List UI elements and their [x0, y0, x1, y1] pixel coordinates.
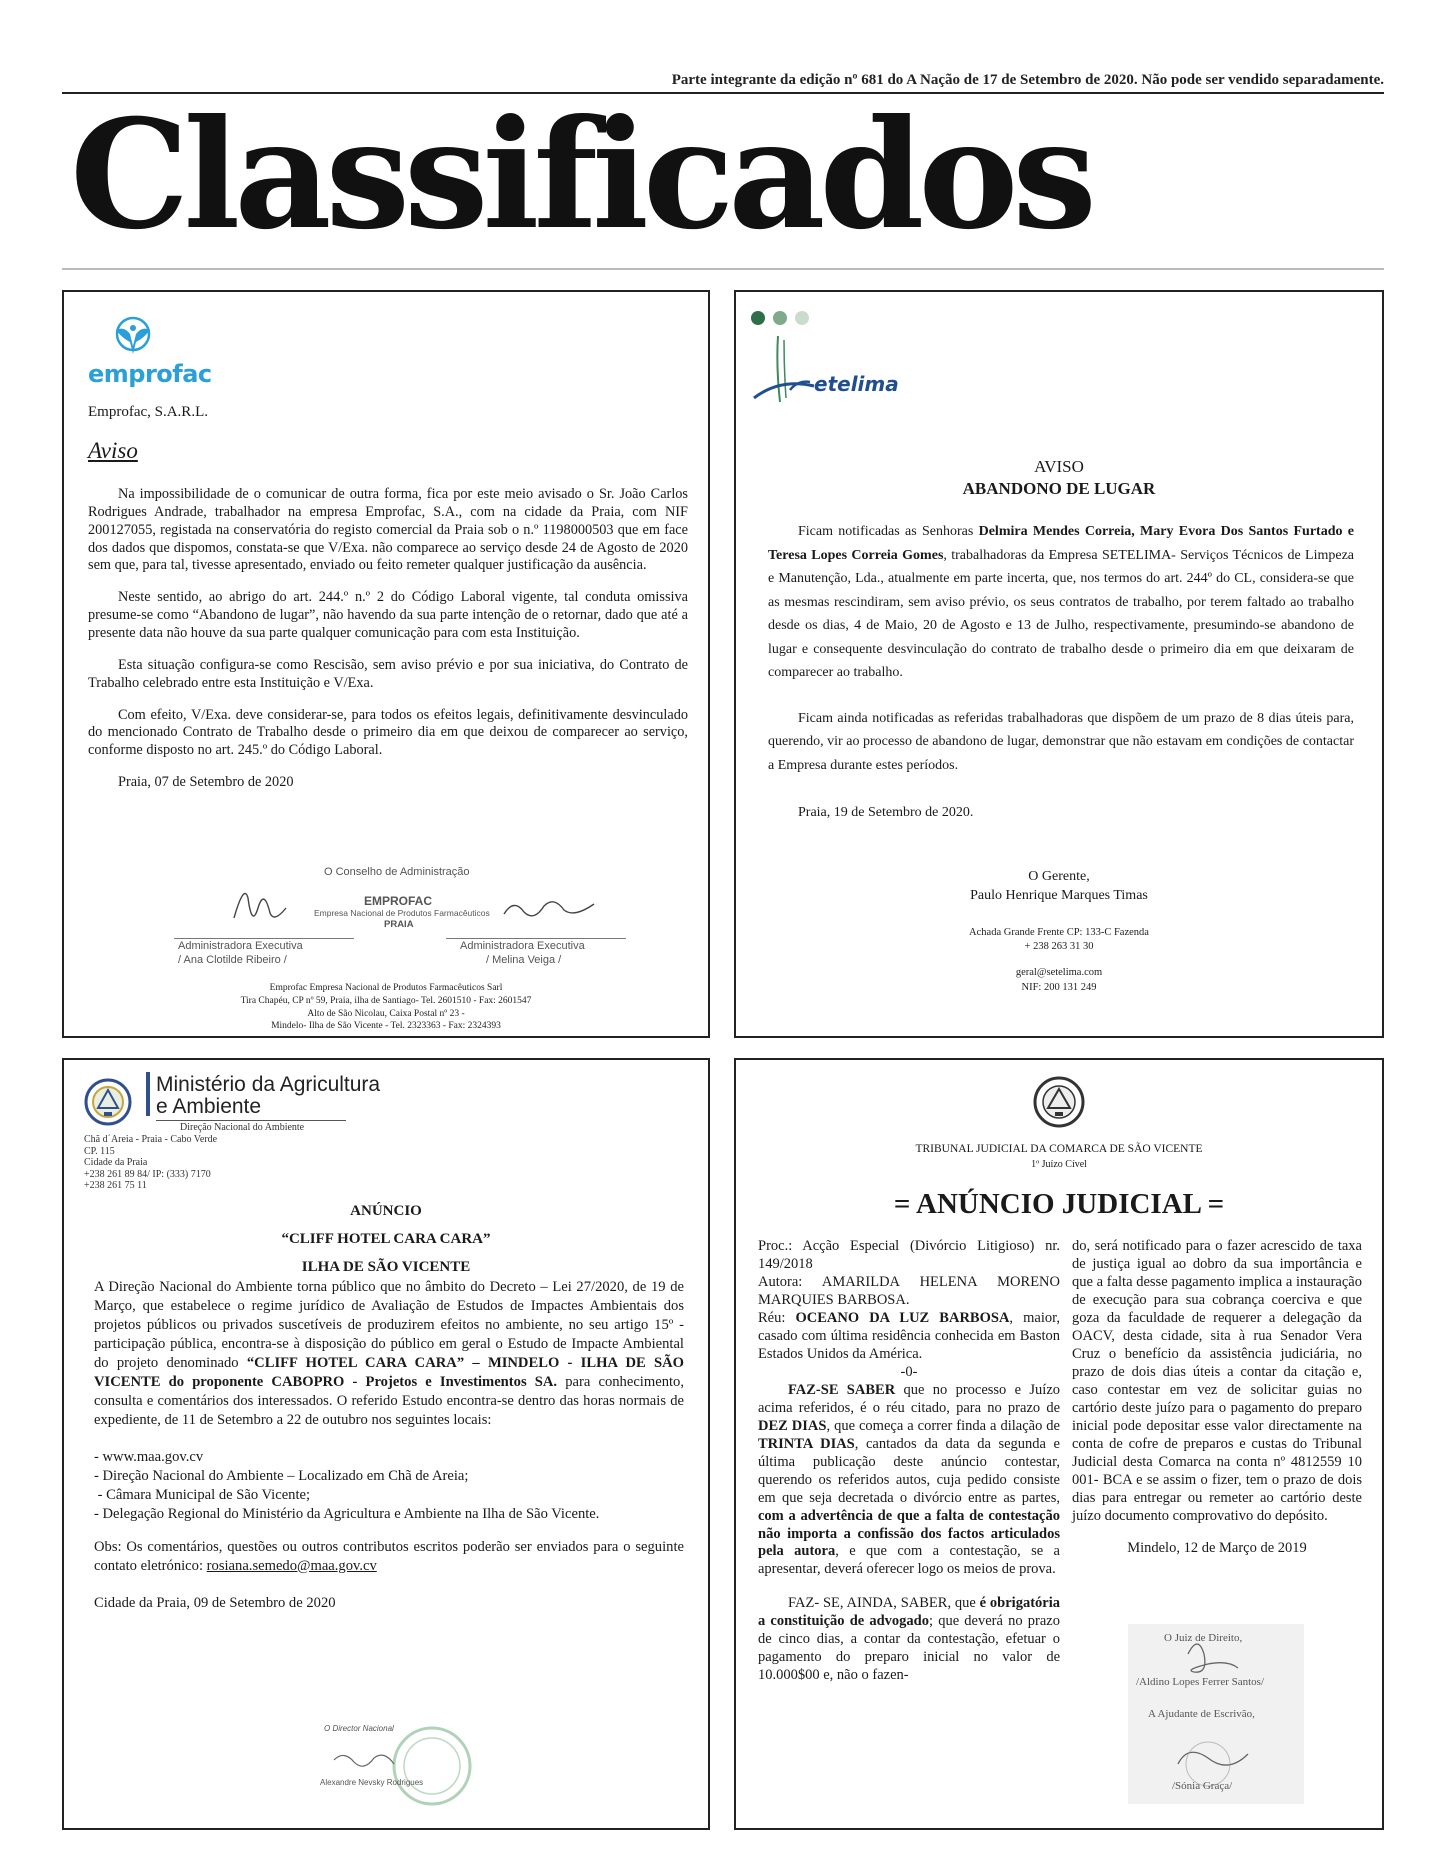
- tribunal-column-2: [1072, 1238, 1362, 1557]
- emprofac-stamp-name: EMPROFAC: [364, 894, 433, 908]
- tribunal-title: = ANÚNCIO JUDICIAL =: [893, 1188, 1225, 1220]
- maa-contact-1: Chã d´Areia - Praia - Cabo Verde: [84, 1134, 218, 1145]
- emprofac-body: [88, 486, 688, 806]
- tribunal-proc: Proc.: Acção Especial (Divórcio Litigioso) nr. 149/2018: [758, 1238, 1060, 1272]
- maa-contact-3: Cidade da Praia: [84, 1157, 148, 1168]
- tribunal-court-name: TRIBUNAL JUDICIAL DA COMARCA DE SÃO VICENTE: [915, 1143, 1203, 1155]
- maa-sig-name: Alexandre Nevsky Rodrigues: [320, 1778, 424, 1787]
- tribunal-sig-1: O Juiz de Direito,: [1164, 1632, 1243, 1644]
- tribunal-c1-e2: ; que deverá no prazo de cinco dias, a contar da contestação, efetuar o pagamento do preparo inicial no valor de 10.000$00 e, não o fazen-: [758, 1613, 1060, 1684]
- emprofac-left-name: / Ana Clotilde Ribeiro /: [178, 954, 287, 966]
- tribunal-c1-e-bold: é obrigatória a constituição de advogado: [758, 1595, 1060, 1630]
- maa-notice: [62, 1058, 710, 1830]
- maa-locations: [94, 1448, 684, 1524]
- emprofac-sig-line-left: [174, 938, 354, 939]
- maa-stamp-icon: [304, 1720, 484, 1810]
- tribunal-column-1: [758, 1238, 1060, 1685]
- setelima-logo-text: etelima: [814, 372, 899, 396]
- tribunal-reu-name: OCEANO DA LUZ BARBOSA: [795, 1309, 1010, 1326]
- maa-ministry: [156, 1074, 380, 1118]
- emprofac-left-role: Administradora Executiva: [178, 940, 303, 952]
- tribunal-faz-se-ainda: [758, 1595, 1060, 1685]
- setelima-email: geral@setelima.com: [1015, 967, 1103, 979]
- emprofac-heading: Aviso: [88, 438, 138, 463]
- emprofac-paragraph-2: Neste sentido, ao abrigo do art. 244.º n.º 2 do Código Laboral vigente, tal conduta omissiva presume-se como “Abandono de lugar”, não havendo da sua parte intenção de o retornar, dado que até a presente data não houve da sua parte qualquer comunicação para com esta Instituição.: [88, 589, 688, 642]
- emprofac-signature-block: [174, 866, 634, 970]
- setelima-signer: [736, 868, 1382, 906]
- tribunal-c1-a: que no processo e Juízo acima referidos, é o réu citado, para no prazo de: [758, 1381, 1061, 1416]
- masthead-title: Classificados: [70, 87, 1091, 263]
- emprofac-footer: [64, 982, 708, 1033]
- setelima-signer-role: O Gerente,: [1028, 869, 1090, 884]
- tribunal-c1-d-bold: com a advertência de que a falta de contestação não importa a confissão dos factos articulados pela autora: [758, 1507, 1060, 1560]
- emprofac-footer-line-2: Tira Chapéu, CP nº 59, Praia, ilha de Santiago- Tel. 2601510 - Fax: 2601547: [240, 995, 532, 1006]
- emprofac-paragraph-1: Na impossibilidade de o comunicar de outra forma, fica por este meio avisado o Sr. João Carlos Rodrigues Andrade, trabalhador na empresa Emprofac, S.A., com na cidade da Praia, com NIF 200127055, registada na conservatória do registo comercial da Praia sob o n.º 1198000503 que em face dos dados que dispomos, constata-se que V/Exa. não comparece ao serviço desde 24 de Agosto de 2020 sem que, para tal, tivesse apresentado, enviado ou feito remeter qualquer justificação da ausência.: [88, 486, 688, 574]
- setelima-paragraph-1: [768, 520, 1354, 685]
- emprofac-footer-line-1: Emprofac Empresa Nacional de Produtos Farmacêuticos Sarl: [269, 983, 503, 993]
- maa-bar: [146, 1072, 150, 1116]
- tribunal-signature-block: [1128, 1624, 1304, 1804]
- tribunal-c1-c-bold: TRINTA DIAS: [758, 1435, 855, 1452]
- tribunal-separator: -0-: [900, 1363, 918, 1380]
- setelima-body: [768, 520, 1354, 839]
- setelima-title: [736, 456, 1382, 500]
- cabo-verde-coat-of-arms-icon: [80, 1076, 136, 1128]
- emprofac-logo-text: emprofac: [88, 360, 212, 388]
- maa-obs: [94, 1538, 684, 1576]
- maa-signature-block: [304, 1720, 484, 1810]
- tribunal-reu: [758, 1310, 1060, 1364]
- tribunal-c1-d: , e que com a contestação, se a apresentar, deverá oferecer logo os meios de prova.: [758, 1543, 1060, 1578]
- setelima-signer-name: Paulo Henrique Marques Timas: [970, 887, 1148, 903]
- tribunal-faz-se-saber: [758, 1382, 1060, 1580]
- maa-location-2: - Direção Nacional do Ambiente – Localizado em Chã de Areia;: [94, 1467, 469, 1484]
- cabo-verde-coat-of-arms-icon: [1028, 1074, 1090, 1130]
- setelima-address: [736, 926, 1382, 995]
- emprofac-paragraph-4: Com efeito, V/Exa. deve considerar-se, para todos os efeitos legais, definitivamente desvinculado do mencionado Contrato de Trabalho desde o primeiro dia em que deixou de comparecer ao serviço, conforme disposto no art. 245.º do Código Laboral.: [88, 706, 688, 759]
- emprofac-council: O Conselho de Administração: [324, 866, 470, 878]
- emprofac-stamp-city: PRAIA: [384, 919, 414, 930]
- emprofac-date: Praia, 07 de Setembro de 2020: [118, 774, 294, 791]
- setelima-p1-lead: Ficam notificadas as Senhoras: [798, 524, 979, 539]
- emprofac-right-role: Administradora Executiva: [460, 940, 585, 952]
- tribunal-reu-rest: , maior, casado com última residência conhecida em Baston Estados Unidos da América.: [758, 1309, 1060, 1362]
- maa-title-2: “CLIFF HOTEL CARA CARA”: [281, 1230, 491, 1247]
- maa-contact-2: CP. 115: [84, 1145, 115, 1157]
- setelima-address-2: + 238 263 31 30: [1024, 941, 1094, 953]
- maa-ministry-1: Ministério da Agricultura: [156, 1073, 381, 1096]
- maa-obs-text: Obs: Os comentários, questões ou outros contributos escritos poderão ser enviados para o seguinte contato eletrónico:: [94, 1538, 684, 1574]
- emprofac-paragraph-3: Esta situação configura-se como Rescisão, sem aviso prévio e por sua iniciativa, do Contrato de Trabalho celebrado entre esta Instituição e V/Exa.: [88, 656, 688, 691]
- tribunal-court: [736, 1142, 1382, 1171]
- setelima-nif: NIF: 200 131 249: [1021, 981, 1097, 993]
- maa-direction: Direção Nacional do Ambiente: [180, 1122, 305, 1133]
- maa-location-1: - www.maa.gov.cv: [94, 1448, 204, 1465]
- maa-date: Cidade da Praia, 09 de Setembro de 2020: [94, 1594, 336, 1611]
- tribunal-juizo: 1º Juízo Cível: [1031, 1158, 1087, 1170]
- maa-title-1: ANÚNCIO: [350, 1203, 422, 1219]
- maa-contact: [84, 1134, 217, 1192]
- maa-contact-4: +238 261 89 84/ IP: (333) 7170: [84, 1168, 211, 1180]
- setelima-p1-rest: , trabalhadoras da Empresa SETELIMA- Serviços Técnicos de Limpeza e Manutenção, Lda., atualmente em parte incerta, que, nos termos do art. 244º do CL, considera-se que as mesmas rescindiram, sem aviso prévio, os seus contratos de trabalho, por terem faltado ao trabalho desde os dias, 4 de Maio, 20 de Agosto e 13 de Julho, respectivamente, presumindo-se abandono de lugar e consequente desvinculação do contrato de trabalho desde o primeiro dia em que deixaram de comparecer ao trabalho.: [768, 547, 1355, 681]
- tribunal-sig-4: /Sónia Graça/: [1172, 1780, 1233, 1792]
- maa-ministry-2: e Ambiente: [156, 1095, 262, 1119]
- maa-sig-role: O Director Nacional: [324, 1724, 394, 1733]
- maa-paragraph: [94, 1278, 684, 1430]
- maa-body-project: “CLIFF HOTEL CARA CARA” – MINDELO - ILHA DE SÃO VICENTE do proponente CABOPRO - Projetos e Investimentos SA.: [94, 1354, 684, 1390]
- emprofac-stamp-sub: Empresa Nacional de Produtos Farmacêuticos: [314, 908, 490, 918]
- emprofac-right-name: / Melina Veiga /: [486, 954, 562, 966]
- emprofac-bird-icon: [110, 316, 156, 358]
- tribunal-c1-c: , cantados da data da segunda e última publicação deste anúncio contestar, querendo os referidos autos, cuja pedido consiste em que seja decretada o divórcio entre as partes,: [758, 1435, 1060, 1506]
- maa-title: [64, 1198, 708, 1281]
- tribunal-c1-a-bold: FAZ-SE SABER: [788, 1381, 896, 1398]
- tribunal-date: Mindelo, 12 de Março de 2019: [1127, 1539, 1307, 1556]
- maa-body: [94, 1278, 684, 1613]
- emprofac-sig-line-right: [446, 938, 626, 939]
- tribunal-c1-b: , que começa a correr finda a dilação de: [826, 1417, 1060, 1434]
- edition-note: Parte integrante da edição nº 681 do A Nação de 17 de Setembro de 2020. Não pode ser vendido separadamente.: [671, 72, 1384, 88]
- setelima-paragraph-2: Ficam ainda notificadas as referidas trabalhadoras que dispõem de um prazo de 8 dias úteis para, querendo, vir ao processo de abandono de lugar, demonstrar que não estavam em condições de contactar a Empresa durante estes períodos.: [768, 710, 1354, 773]
- tribunal-c1-b-bold: DEZ DIAS: [758, 1417, 827, 1434]
- maa-contact-5: +238 261 75 11: [84, 1180, 147, 1191]
- maa-location-3: - Câmara Municipal de São Vicente;: [94, 1486, 311, 1503]
- tribunal-sig-3: A Ajudante de Escrivão,: [1148, 1708, 1255, 1720]
- emprofac-notice: [62, 290, 710, 1038]
- tribunal-sig-2: /Aldino Lopes Ferrer Santos/: [1136, 1676, 1265, 1688]
- maa-location-4: - Delegação Regional do Ministério da Agricultura e Ambiente na Ilha de São Vicente.: [94, 1505, 600, 1522]
- tribunal-reu-label: Réu:: [758, 1309, 796, 1326]
- tribunal-c1-e: FAZ- SE, AINDA, SABER, que: [788, 1595, 980, 1612]
- maa-ministry-rule: [156, 1120, 346, 1121]
- setelima-title-1: AVISO: [1034, 457, 1084, 476]
- tribunal-notice: [734, 1058, 1384, 1830]
- setelima-notice: [734, 290, 1384, 1038]
- emprofac-footer-line-4: Mindelo- Ilha de São Vicente - Tel. 2323363 - Fax: 2324393: [271, 1021, 501, 1032]
- tribunal-c2: do, será notificado para o fazer acrescido de taxa de justiça igual ao dobro da sua importância e que a falta desse pagamento implica a instauração de execução para sua cobrança coerciva e que goza da faculdade de requerer a delegação da OACV, desta cidade, sita à rua Senador Vera Cruz o benefício da assistência judiciária, no prazo de dois dias úteis a contar da citação e, caso contestar em vez de solicitar guias no cartório deste juízo para o pagamento do preparo inicial pode depositar esse valor directamente na conta de cofre de preparos e custas do Tribunal Judicial desta Comarca na conta nº 4812559 10 001- BCA e se assim o fizer, tem o prazo de dois dias para entregar ou remeter ao cartório deste juízo documento comprovativo do depósito.: [1072, 1238, 1362, 1524]
- setelima-date: Praia, 19 de Setembro de 2020.: [798, 805, 974, 821]
- setelima-title-2: ABANDONO DE LUGAR: [962, 479, 1156, 499]
- masthead-rule: [62, 268, 1384, 270]
- emprofac-company: Emprofac, S.A.R.L.: [88, 404, 208, 420]
- emprofac-footer-line-3: Alto de São Nicolau, Caixa Postal nº 23 -: [307, 1008, 465, 1019]
- setelima-p1-names: Delmira Mendes Correia, Mary Evora Dos Santos Furtado e Teresa Lopes Correia Gomes: [768, 524, 1354, 563]
- maa-title-3: ILHA DE SÃO VICENTE: [301, 1258, 471, 1275]
- setelima-address-1: Achada Grande Frente CP: 133-C Fazenda: [969, 927, 1149, 938]
- maa-body-lead: A Direção Nacional do Ambiente torna público que no âmbito do Decreto – Lei 27/2020, de 19 de Março, que estabelece o regime jurídico de Avaliação de Estudos de Impactes Ambientais dos projetos públicos ou privados suscetíveis de produzirem efeitos no ambiente, no seu artigo 15º - participação pública, encontra-se à disposição do público em geral o Estudo de Impacte Ambiental do projeto denominado: [94, 1279, 684, 1371]
- tribunal-autora: Autora: AMARILDA HELENA MORENO MARQUIES BARBOSA.: [758, 1273, 1060, 1308]
- maa-body-rest: para conhecimento, consulta e comentários dos interessados. O referido Estudo encontra-se dentro das horas normais de expediente, de 11 de Setembro a 22 de outubro nos seguintes locais:: [94, 1373, 684, 1428]
- maa-obs-email[interactable]: rosiana.semedo@maa.gov.cv: [206, 1557, 377, 1574]
